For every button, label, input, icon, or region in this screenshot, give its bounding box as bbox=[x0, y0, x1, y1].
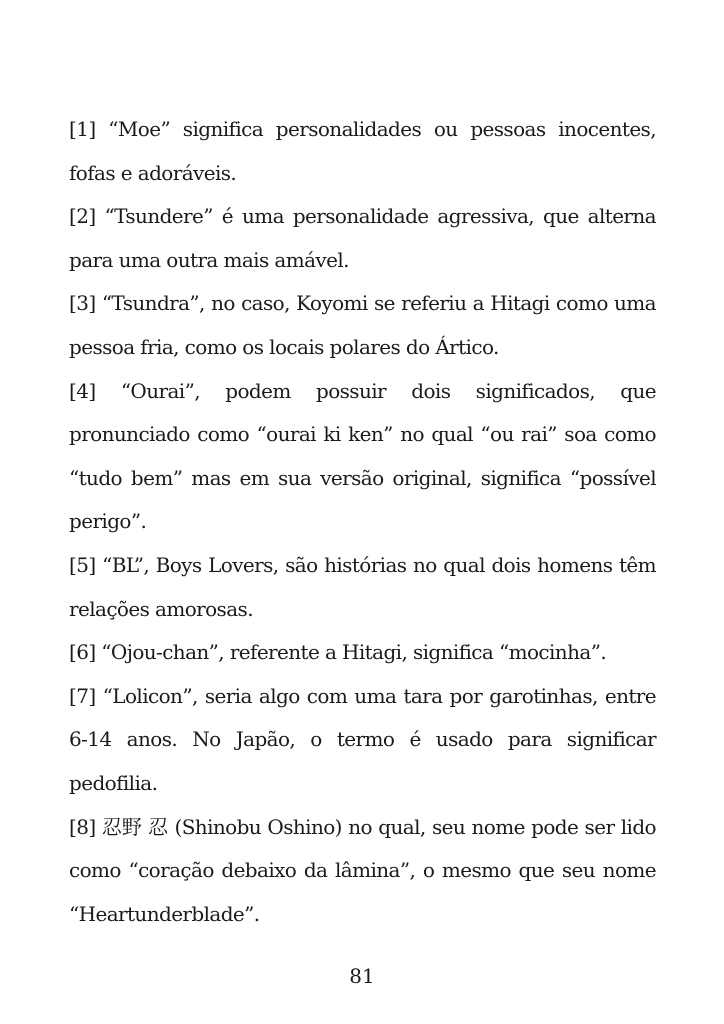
footnote-3 bbox=[69, 282, 656, 369]
footnote-marker: [2] bbox=[69, 204, 96, 229]
footnote-text: “Lolicon”, seria algo com uma tara por garotinhas, entre 6-14 anos. No Japão, o termo é usado para significar pedofilia. bbox=[69, 683, 656, 795]
footnote-6 bbox=[69, 631, 656, 675]
footnote-marker: [3] bbox=[69, 291, 96, 316]
footnote-text: “Tsundra”, no caso, Koyomi se referiu a Hitagi como uma pessoa fria, como os locais polares do Ártico. bbox=[69, 291, 656, 359]
footnote-text: “Moe” significa personalidades ou pessoas inocentes, fofas e adoráveis. bbox=[69, 117, 656, 185]
footnote-marker: [1] bbox=[69, 117, 96, 141]
footnote-2 bbox=[69, 195, 656, 282]
footnote-marker: [7] bbox=[69, 683, 96, 708]
footnote-marker: [5] bbox=[69, 552, 96, 577]
footnote-text: 忍野 忍 (Shinobu Oshino) no qual, seu nome pode ser lido como “coração debaixo da lâmina”, o mesmo que seu nome “Heartunderblade”. bbox=[69, 814, 656, 926]
footnote-text: “Ojou-chan”, referente a Hitagi, significa “mocinha”. bbox=[101, 640, 607, 665]
footnote-marker: [8] bbox=[69, 814, 96, 839]
footnotes-page bbox=[69, 108, 656, 936]
footnote-4 bbox=[69, 370, 656, 544]
footnote-text: “Ourai”, podem possuir dois significados, que pronunciado como “ourai ki ken” no qual “ou rai” soa como “tudo bem” mas em sua versão original, significa “possível perigo”. bbox=[69, 378, 656, 534]
footnote-5 bbox=[69, 544, 656, 631]
footnote-text: “Tsundere” é uma personalidade agressiva, que alterna para uma outra mais amável. bbox=[69, 204, 656, 272]
footnote-text: “BL”, Boys Lovers, são histórias no qual dois homens têm relações amorosas. bbox=[69, 552, 656, 621]
footnote-1 bbox=[69, 108, 656, 195]
page-number: 81 bbox=[349, 964, 375, 988]
footnote-marker: [4] bbox=[69, 378, 96, 403]
footnote-marker: [6] bbox=[69, 640, 96, 665]
footnote-8 bbox=[69, 806, 656, 937]
footnote-7 bbox=[69, 675, 656, 806]
